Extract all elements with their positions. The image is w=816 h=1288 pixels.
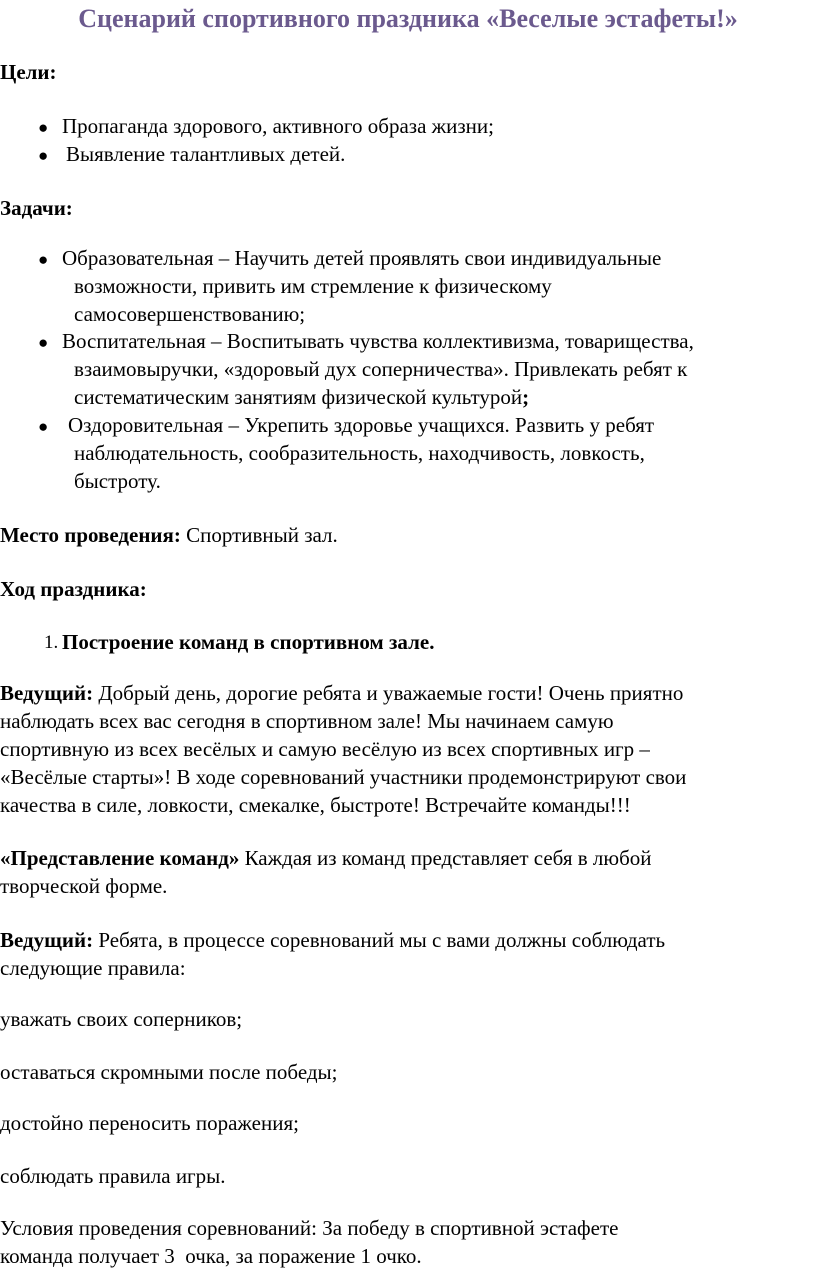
bullet-icon: ●	[38, 118, 49, 137]
progress-heading: Ход праздника:	[0, 577, 147, 601]
task-line: возможности, привить им стремление к физическому	[74, 274, 552, 298]
place-label: Место проведения:	[0, 523, 181, 547]
task-line: самосовершенствованию;	[74, 302, 306, 326]
rule-item: уважать своих соперников;	[0, 1007, 243, 1031]
step-number: 1.	[44, 632, 59, 653]
task-item	[62, 244, 802, 328]
place-line	[0, 521, 808, 549]
task-line: Оздоровительная – Укрепить здоровье учащихся. Развить у ребят	[68, 413, 655, 437]
bullet-icon: ●	[38, 146, 49, 165]
host-label: Ведущий:	[0, 928, 94, 952]
task-item	[68, 411, 802, 495]
goals-heading: Цели:	[0, 60, 57, 84]
rule-item: соблюдать правила игры.	[0, 1164, 226, 1188]
task-line: взаимовыручки, «здоровый дух соперничества». Привлекать ребят к	[74, 357, 688, 381]
host-speech: Ведущий: Добрый день, дорогие ребята и уважаемые гости! Очень приятно наблюдать всех вас сегодня в спортивном зале! Мы начинаем самую спортивную из всех весёлых и самую весёлую из всех спортивных игр – «Весёлые старты»! В ходе соревнований участники продемонстрируют свои качества в силе, ловкости, смекалке, быстроте! Встречайте команды!!!	[0, 681, 687, 817]
task-item	[62, 327, 802, 411]
conditions: Условия проведения соревнований: За победу в спортивной эстафете команда получает 3 очка, за поражение 1 очко.	[0, 1216, 619, 1268]
task-line: Образовательная – Научить детей проявлять свои индивидуальные	[62, 246, 662, 270]
task-line: Воспитательная – Воспитывать чувства коллективизма, товарищества,	[62, 329, 694, 353]
tasks-heading: Задачи:	[0, 196, 73, 220]
bullet-icon: ●	[38, 333, 49, 352]
rule-item: оставаться скромными после победы;	[0, 1060, 338, 1084]
teams-label: «Представление команд»	[0, 846, 240, 870]
goal-item: Пропаганда здорового, активного образа жизни;	[62, 114, 494, 138]
task-line: наблюдательность, сообразительность, находчивость, ловкость,	[74, 441, 645, 465]
bullet-icon: ●	[38, 250, 49, 269]
goal-item: Выявление талантливых детей.	[66, 142, 346, 166]
task-line: систематическим занятиям физической культурой;	[74, 385, 530, 409]
host-label: Ведущий:	[0, 681, 94, 705]
step-title: Построение команд в спортивном зале.	[62, 630, 435, 654]
rule-item: достойно переносить поражения;	[0, 1111, 299, 1135]
place-value: Спортивный зал.	[186, 523, 338, 547]
bullet-icon: ●	[38, 417, 49, 436]
host-rules-intro: Ведущий: Ребята, в процессе соревнований мы с вами должны соблюдать следующие правила:	[0, 928, 666, 980]
page-title: Сценарий спортивного праздника «Веселые эстафеты!»	[78, 4, 738, 33]
teams-presentation: «Представление команд» Каждая из команд представляет себя в любой творческой форме.	[0, 846, 652, 898]
task-line: быстроту.	[74, 469, 161, 493]
